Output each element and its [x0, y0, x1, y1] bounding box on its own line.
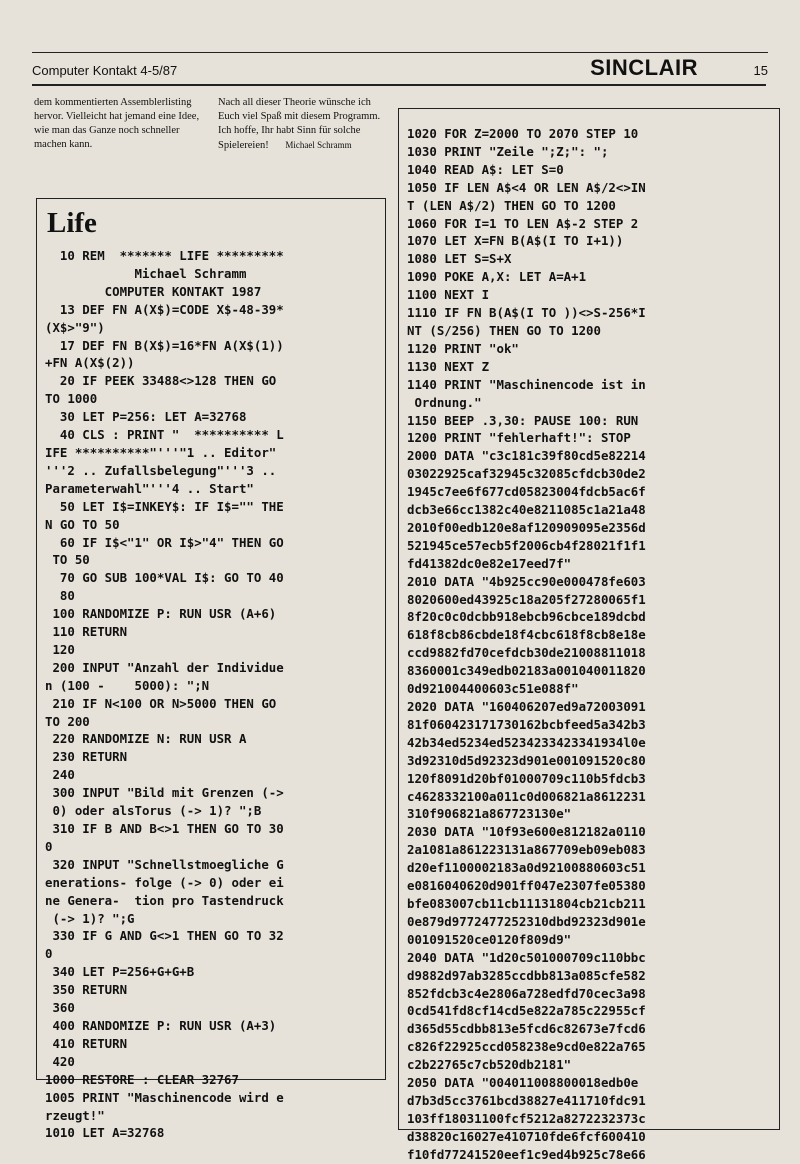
code-line: 2020 DATA "160406207ed9a72003091: [407, 699, 646, 714]
code-line: 1945c7ee6f677cd05823004fdcb5ac6f: [407, 484, 646, 500]
code-line: 30 LET P=256: LET A=32768: [45, 409, 247, 425]
code-listing-right: [407, 125, 646, 1164]
code-line: 0e879d9772477252310dbd92323d901e: [407, 913, 646, 929]
code-line: T (LEN A$/2) THEN GO TO 1200: [407, 197, 616, 213]
code-line: 81f060423171730162bcbfeed5a342b3: [407, 716, 646, 732]
code-line: (X$>"9"): [45, 319, 105, 335]
code-line: 03022925caf32945c32085cfdcb30de2: [407, 466, 646, 482]
code-line: 8f20c0c0dcbb918ebcb96cbce189dcbd: [407, 609, 646, 625]
code-line: 1020 FOR Z=2000 TO 2070 STEP 10: [407, 126, 639, 141]
code-line: ne Genera- tion pro Tastendruck: [45, 892, 284, 908]
code-line: NT (S/256) THEN GO TO 1200: [407, 322, 601, 338]
code-line: 1080 LET S=S+X: [407, 251, 512, 267]
article-title: Life: [47, 207, 97, 239]
code-line: 618f8cb86cbde18f4cbc618f8cb8e18e: [407, 627, 646, 643]
intro-paragraph-2-text: Nach all dieser Theorie wünsche ich Euch viel Spaß mit diesem Programm. Ich hoffe, Ihr habt Sinn für solche Spielereien!: [218, 97, 381, 151]
code-line: 1050 IF LEN A$<4 OR LEN A$/2<>IN: [407, 179, 646, 195]
code-line: 0cd541fd8cf14cd5e822a785c22955cf: [407, 1003, 646, 1019]
code-line: 350 RETURN: [45, 982, 128, 998]
code-line: 1100 NEXT I: [407, 287, 490, 303]
code-line: 230 RETURN: [45, 749, 128, 765]
code-line: 200 INPUT "Anzahl der Individue: [45, 659, 284, 675]
code-line: 2000 DATA "c3c181c39f80cd5e82214: [407, 448, 646, 464]
code-line: 320 INPUT "Schnellstmoegliche G: [45, 856, 284, 872]
code-line: TO 1000: [45, 391, 98, 407]
code-line: 360: [45, 1000, 75, 1016]
code-line: 420: [45, 1053, 75, 1069]
code-line: 100 RANDOMIZE P: RUN USR (A+6): [45, 606, 277, 622]
code-line: 70 GO SUB 100*VAL I$: GO TO 40: [45, 570, 284, 586]
code-line: d9882d97ab3285ccdbb813a085cfe582: [407, 967, 646, 983]
code-line: 1000 RESTORE : CLEAR 32767: [45, 1071, 239, 1087]
code-line: 40 CLS : PRINT " ********** L: [45, 427, 284, 443]
magazine-issue: Computer Kontakt 4-5/87: [32, 63, 178, 78]
code-line: 20 IF PEEK 33488<>128 THEN GO: [45, 373, 277, 389]
code-line: dcb3e66cc1382c40e8211085c1a21a48: [407, 502, 646, 518]
section-title: SINCLAIR: [590, 55, 698, 80]
listing-box-right: [398, 108, 780, 1162]
code-line: 10 REM ******* LIFE *********: [45, 248, 284, 263]
author-signature: Michael Schramm: [285, 140, 352, 150]
code-line: 400 RANDOMIZE P: RUN USR (A+3): [45, 1017, 277, 1033]
code-line: 310 IF B AND B<>1 THEN GO TO 30: [45, 821, 284, 836]
header-rule: [32, 84, 766, 86]
code-line: 1140 PRINT "Maschinencode ist in: [407, 376, 646, 392]
code-line: 240: [45, 767, 75, 783]
code-line: fd41382dc0e82e17eed7f": [407, 555, 572, 571]
code-line: COMPUTER KONTAKT 1987: [45, 283, 262, 299]
code-line: 1030 PRINT "Zeile ";Z;": ";: [407, 143, 609, 159]
code-line: N GO TO 50: [45, 516, 120, 532]
code-line: 340 LET P=256+G+G+B: [45, 964, 195, 980]
code-line: 80: [45, 588, 75, 604]
code-line: 410 RETURN: [45, 1035, 128, 1051]
code-line: 2040 DATA "1d20c501000709c110bbc: [407, 949, 646, 965]
code-line: 0d921004400603c51e088f": [407, 681, 579, 697]
code-line: 2010f00edb120e8af120909095e2356d: [407, 519, 646, 535]
code-line: Michael Schramm: [45, 265, 247, 281]
code-line: (-> 1)? ";G: [45, 910, 135, 926]
code-line: 2030 DATA "10f93e600e812182a0110: [407, 824, 646, 840]
code-line: '''2 .. Zufallsbelegung"'''3 ..: [45, 462, 277, 478]
code-line: Ordnung.": [407, 394, 482, 410]
code-line: 50 LET I$=INKEY$: IF I$="" THE: [45, 498, 284, 514]
code-line: 3d92310d5d92323d901e001091520c80: [407, 752, 646, 768]
code-line: 2a1081a861223131a867709eb09eb083: [407, 842, 646, 858]
code-line: 1150 BEEP .3,30: PAUSE 100: RUN: [407, 412, 639, 428]
code-line: 8020600ed43925c18a205f27280065f1: [407, 591, 646, 607]
code-line: 1060 FOR I=1 TO LEN A$-2 STEP 2: [407, 215, 639, 231]
code-line: 0: [45, 946, 53, 962]
code-line: f10fd77241520eef1c9ed4b925c78e66: [407, 1146, 646, 1162]
code-line: bfe083007cb11cb11131804cb21cb211: [407, 895, 646, 911]
code-line: 120: [45, 641, 75, 657]
code-line: 001091520ce0120f809d9": [407, 931, 572, 947]
code-line: 13 DEF FN A(X$)=CODE X$-48-39*: [45, 301, 284, 317]
code-line: d20ef1100002183a0d92100880603c51: [407, 860, 646, 876]
code-line: 1070 LET X=FN B(A$(I TO I+1)): [407, 233, 624, 249]
code-line: 8360001c349edb02183a001040011820: [407, 663, 646, 679]
code-line: 1010 LET A=32768: [45, 1125, 165, 1141]
code-line: 1005 PRINT "Maschinencode wird e: [45, 1089, 284, 1105]
code-line: 0) oder alsTorus (-> 1)? ";B: [45, 803, 262, 819]
code-line: 310f906821a867723130e": [407, 806, 572, 822]
code-line: 120f8091d20bf01000709c110b5fdcb3: [407, 770, 646, 786]
code-line: e0816040620d901ff047e2307fe05380: [407, 878, 646, 894]
code-line: Parameterwahl"'''4 .. Start": [45, 480, 254, 496]
code-line: 110 RETURN: [45, 624, 128, 640]
code-line: 60 IF I$<"1" OR I$>"4" THEN GO: [45, 534, 284, 550]
code-line: d7b3d5cc3761bcd38827e411710fdc91: [407, 1092, 646, 1108]
code-line: c2b22765c7cb520db2181": [407, 1057, 572, 1073]
code-line: 300 INPUT "Bild mit Grenzen (->: [45, 785, 284, 801]
code-line: TO 50: [45, 552, 90, 568]
code-line: d365d55cdbb813e5fcd6c82673e7fcd6: [407, 1021, 646, 1037]
code-line: 42b34ed5234ed5234233423341934l0e: [407, 734, 646, 750]
code-line: 330 IF G AND G<>1 THEN GO TO 32: [45, 928, 284, 944]
code-line: c4628332100a011c0d006821a8612231: [407, 788, 646, 804]
code-line: rzeugt!": [45, 1107, 105, 1123]
code-line: 0: [45, 838, 53, 854]
code-line: 521945ce57ecb5f2006cb4f28021f1f1: [407, 537, 646, 553]
code-line: 1130 NEXT Z: [407, 358, 490, 374]
code-line: 2010 DATA "4b925cc90e000478fe603: [407, 573, 646, 589]
code-line: c826f22925ccd058238e9cd0e822a765: [407, 1039, 646, 1055]
code-line: 17 DEF FN B(X$)=16*FN A(X$(1)): [45, 337, 284, 353]
code-line: n (100 - 5000): ";N: [45, 677, 210, 693]
code-line: 1120 PRINT "ok": [407, 340, 519, 356]
listing-box-left: [36, 198, 386, 1141]
code-line: 1090 POKE A,X: LET A=A+1: [407, 269, 587, 285]
code-listing-left: [45, 247, 284, 1142]
intro-paragraph-1: dem kommentierten Assemblerlisting hervor. Vielleicht hat jemand eine Idee, wie man das Ganze noch schneller machen kann.: [34, 97, 200, 150]
code-line: 210 IF N<100 OR N>5000 THEN GO: [45, 695, 277, 711]
code-line: 220 RANDOMIZE N: RUN USR A: [45, 731, 247, 747]
code-line: IFE **********"'''"1 .. Editor": [45, 444, 277, 460]
code-line: 103ff18031100fcf5212a8272232373c: [407, 1110, 646, 1126]
code-line: d38820c16027e410710fde6fcf600410: [407, 1128, 646, 1144]
code-line: 852fdcb3c4e2806a728edfd70cec3a98: [407, 985, 646, 1001]
code-line: 1110 IF FN B(A$(I TO ))<>S-256*I: [407, 305, 646, 321]
code-line: +FN A(X$(2)): [45, 355, 135, 371]
code-line: 1200 PRINT "fehlerhaft!": STOP: [407, 430, 631, 446]
code-line: enerations- folge (-> 0) oder ei: [45, 874, 284, 890]
code-line: 2050 DATA "004011008800018edb0e: [407, 1075, 639, 1091]
page-header: [32, 52, 768, 81]
page-number: 15: [753, 63, 768, 78]
intro-paragraph-2: [218, 96, 388, 153]
code-line: ccd9882fd70cefdcb30de21008811018: [407, 645, 646, 661]
code-line: TO 200: [45, 713, 90, 729]
code-line: 1040 READ A$: LET S=0: [407, 161, 564, 177]
